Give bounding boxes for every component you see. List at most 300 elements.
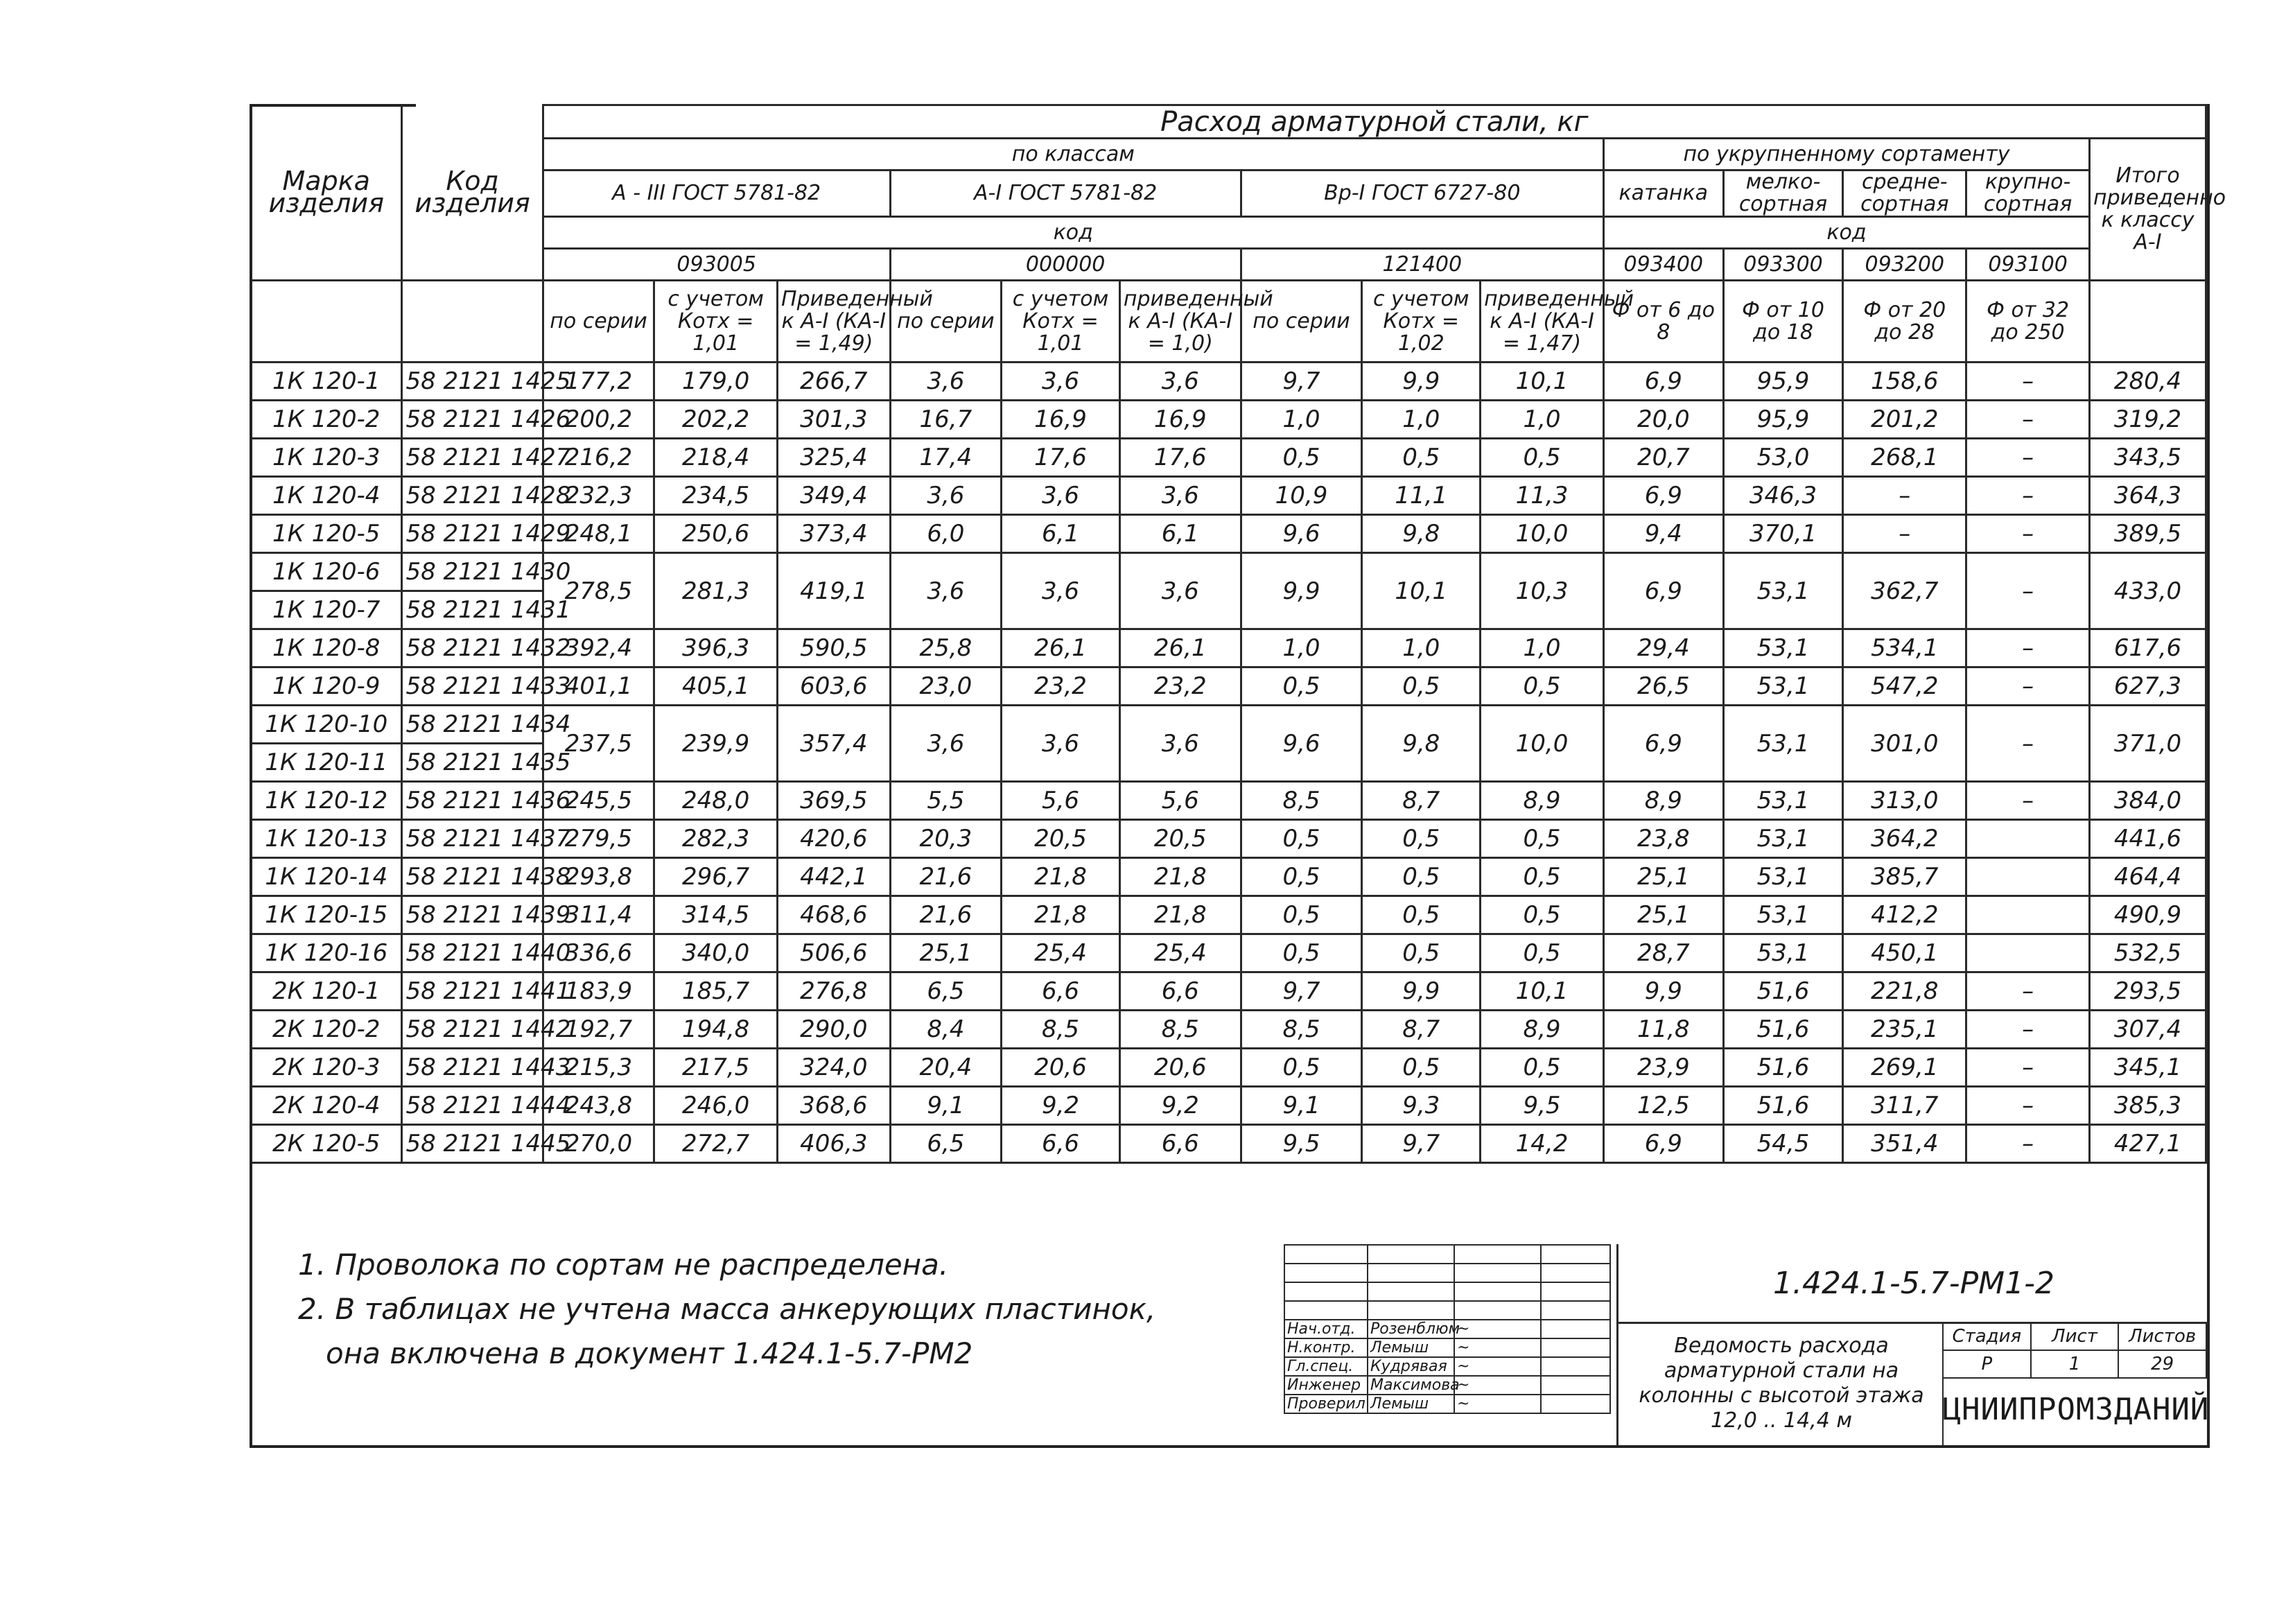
cell-value: 0,5	[1481, 934, 1604, 972]
cell-value: 20,3	[890, 820, 1002, 858]
cell-value: 6,1	[1002, 515, 1120, 553]
cell-value: 627,3	[2090, 667, 2206, 706]
cell-value: 243,8	[543, 1087, 654, 1125]
sig-blank	[1284, 1264, 1368, 1282]
cell-value: 246,0	[654, 1087, 778, 1125]
cell-value: 313,0	[1843, 782, 1966, 820]
cell-code: 58 2121 1430	[402, 553, 543, 591]
header-wire-rod: катанка	[1603, 171, 1723, 217]
cell-value: –	[1966, 629, 2090, 667]
cell-value: 266,7	[778, 363, 891, 401]
cell-value: 26,1	[1002, 629, 1120, 667]
cell-value: 468,6	[778, 896, 891, 934]
cell-value: 6,6	[1002, 972, 1120, 1011]
cell-value: 293,5	[2090, 972, 2206, 1011]
cell-value: 202,2	[654, 401, 778, 439]
header-d-mid: Ф от 20 до 28	[1843, 281, 1966, 363]
cell-value: 29,4	[1603, 629, 1723, 667]
cell-code: 58 2121 1429	[402, 515, 543, 553]
cell-value: 296,7	[654, 858, 778, 896]
signature-row	[1284, 1395, 1610, 1413]
header-code-small: 093300	[1723, 249, 1843, 281]
cell-value: 25,8	[890, 629, 1002, 667]
cell-value: 5,6	[1119, 782, 1241, 820]
cell-value: 385,7	[1843, 858, 1966, 896]
header-code-label-assortment: код	[1603, 217, 2089, 249]
cell-value: 14,2	[1481, 1125, 1604, 1163]
header-a3-series: по серии	[543, 281, 654, 363]
cell-value: 345,1	[2090, 1049, 2206, 1087]
cell-value: 10,1	[1481, 972, 1604, 1011]
signature-role: Гл.спец.	[1284, 1357, 1368, 1376]
cell-value: 547,2	[1843, 667, 1966, 706]
cell-code: 58 2121 1445	[402, 1125, 543, 1163]
signature-row	[1284, 1320, 1610, 1338]
cell-value: –	[1966, 553, 2090, 629]
cell-value: 21,6	[890, 896, 1002, 934]
cell-value: 0,5	[1481, 896, 1604, 934]
header-a3-coef: с учетом Котх = 1,01	[654, 281, 778, 363]
cell-value: 5,6	[1002, 782, 1120, 820]
cell-value: 385,3	[2090, 1087, 2206, 1125]
signature-row	[1284, 1338, 1610, 1357]
cell-value: 11,8	[1603, 1011, 1723, 1049]
cell-value: 8,5	[1119, 1011, 1241, 1049]
cell-value: 270,0	[543, 1125, 654, 1163]
header-class-a1: А-I ГОСТ 5781-82	[890, 171, 1241, 217]
cell-value: 216,2	[543, 439, 654, 477]
cell-value: –	[1843, 515, 1966, 553]
cell-value: 16,7	[890, 401, 1002, 439]
header-by-assortment: по укрупненному сортаменту	[1603, 139, 2089, 171]
cell-value: 239,9	[654, 706, 778, 782]
cell-value: 3,6	[890, 553, 1002, 629]
cell-value: 0,5	[1362, 896, 1481, 934]
cell-value: 9,7	[1241, 363, 1362, 401]
cell-value: 346,3	[1723, 477, 1843, 515]
cell-mark: 1К 120-14	[251, 858, 402, 896]
sig-blank	[1284, 1282, 1368, 1301]
cell-value: 9,9	[1241, 553, 1362, 629]
signature-table	[1284, 1244, 1611, 1414]
cell-value: 23,2	[1119, 667, 1241, 706]
cell-value: 406,3	[778, 1125, 891, 1163]
cell-value: 6,5	[890, 972, 1002, 1011]
cell-value: 12,5	[1603, 1087, 1723, 1125]
cell-value: 10,1	[1481, 363, 1604, 401]
cell-value: 21,8	[1002, 858, 1120, 896]
signature-mark: ~	[1454, 1357, 1541, 1376]
cell-value: 427,1	[2090, 1125, 2206, 1163]
cell-value: 8,7	[1362, 1011, 1481, 1049]
cell-value: 234,5	[654, 477, 778, 515]
cell-value: 6,9	[1603, 477, 1723, 515]
cell-value: 3,6	[1002, 363, 1120, 401]
cell-mark: 1К 120-15	[251, 896, 402, 934]
cell-value: 54,5	[1723, 1125, 1843, 1163]
sig-blank	[1284, 1301, 1368, 1320]
cell-value: –	[1966, 1011, 2090, 1049]
signature-mark: ~	[1454, 1395, 1541, 1413]
cell-value: 17,4	[890, 439, 1002, 477]
cell-value: 16,9	[1002, 401, 1120, 439]
sig-blank	[1541, 1301, 1610, 1320]
document-title-line: колонны с высотой этажа	[1639, 1383, 1924, 1408]
cell-code: 58 2121 1438	[402, 858, 543, 896]
cell-value: 301,0	[1843, 706, 1966, 782]
cell-value: 235,1	[1843, 1011, 1966, 1049]
cell-value: 603,6	[778, 667, 891, 706]
sig-blank	[1454, 1264, 1541, 1282]
cell-value: 20,5	[1119, 820, 1241, 858]
header-by-class: по классам	[543, 139, 1603, 171]
sheets-value: 29	[2118, 1350, 2206, 1378]
cell-value: 279,5	[543, 820, 654, 858]
header-d-small: Ф от 10 до 18	[1723, 281, 1843, 363]
cell-value: –	[1966, 515, 2090, 553]
cell-value: 368,6	[778, 1087, 891, 1125]
cell-value: 340,0	[654, 934, 778, 972]
cell-value: 21,8	[1119, 896, 1241, 934]
cell-value: 373,4	[778, 515, 891, 553]
cell-value: 369,5	[778, 782, 891, 820]
cell-mark: 1К 120-2	[251, 401, 402, 439]
cell-mark: 2К 120-1	[251, 972, 402, 1011]
sheets-label: Листов	[2118, 1322, 2206, 1350]
cell-value: 28,7	[1603, 934, 1723, 972]
signature-mark: ~	[1454, 1320, 1541, 1338]
signature-name: Максимова	[1368, 1376, 1454, 1395]
cell-value: 218,4	[654, 439, 778, 477]
cell-value: 194,8	[654, 1011, 778, 1049]
cell-value: 357,4	[778, 706, 891, 782]
cell-value: 0,5	[1362, 934, 1481, 972]
cell-value: 221,8	[1843, 972, 1966, 1011]
cell-value: 183,9	[543, 972, 654, 1011]
cell-value: 201,2	[1843, 401, 1966, 439]
cell-code: 58 2121 1433	[402, 667, 543, 706]
cell-value: 293,8	[543, 858, 654, 896]
header-vr-series: по серии	[1241, 281, 1362, 363]
header-small-section: мелко-сортная	[1723, 171, 1843, 217]
note-1: 1. Проволока по сортам не распределена.	[298, 1248, 949, 1282]
cell-value: 3,6	[1002, 706, 1120, 782]
cell-value: 9,7	[1241, 972, 1362, 1011]
cell-value: 9,3	[1362, 1087, 1481, 1125]
cell-value: 21,8	[1119, 858, 1241, 896]
cell-value: 1,0	[1241, 629, 1362, 667]
cell-value: 336,6	[543, 934, 654, 972]
col-header-code: Код изделия	[402, 105, 543, 281]
cell-mark: 1К 120-12	[251, 782, 402, 820]
cell-value: 9,5	[1241, 1125, 1362, 1163]
header-vr-coef: с учетом Котх = 1,02	[1362, 281, 1481, 363]
cell-value: 9,9	[1362, 363, 1481, 401]
sig-blank	[1541, 1245, 1610, 1264]
cell-mark: 1К 120-1	[251, 363, 402, 401]
cell-value: 20,6	[1119, 1049, 1241, 1087]
header-vr-reduced: приведенный к А-I (КА-I = 1,47)	[1481, 281, 1604, 363]
cell-mark: 1К 120-8	[251, 629, 402, 667]
cell-value: 53,0	[1723, 439, 1843, 477]
cell-value: –	[1966, 1087, 2090, 1125]
cell-value: 25,4	[1119, 934, 1241, 972]
cell-value: 21,8	[1002, 896, 1120, 934]
cell-value: 53,1	[1723, 934, 1843, 972]
header-a1-reduced: приведенный к А-I (КА-I = 1,0)	[1119, 281, 1241, 363]
header-large-section: крупно-сортная	[1966, 171, 2090, 217]
cell-value: –	[1966, 706, 2090, 782]
cell-value: 232,3	[543, 477, 654, 515]
cell-value: 0,5	[1241, 1049, 1362, 1087]
cell-value: 534,1	[1843, 629, 1966, 667]
cell-value: 1,0	[1241, 401, 1362, 439]
document-title	[1616, 1322, 1944, 1445]
cell-value: 0,5	[1241, 667, 1362, 706]
cell-value: 53,1	[1723, 629, 1843, 667]
cell-value: –	[1966, 401, 2090, 439]
cell-value: 8,9	[1481, 1011, 1604, 1049]
cell-value: 349,4	[778, 477, 891, 515]
cell-value: 311,7	[1843, 1087, 1966, 1125]
cell-value: 8,7	[1362, 782, 1481, 820]
cell-value: 11,3	[1481, 477, 1604, 515]
header-class-vr1: Вр-I ГОСТ 6727-80	[1241, 171, 1603, 217]
cell-value: 282,3	[654, 820, 778, 858]
signature-role: Проверил	[1284, 1395, 1368, 1413]
cell-value: –	[1966, 1049, 2090, 1087]
signature-mark: ~	[1454, 1338, 1541, 1357]
cell-value: 20,5	[1002, 820, 1120, 858]
cell-value: 53,1	[1723, 896, 1843, 934]
cell-value: –	[1966, 667, 2090, 706]
sheet-label: Лист	[2031, 1322, 2119, 1350]
header-code-vr1: 121400	[1241, 249, 1603, 281]
signature-name: Кудрявая	[1368, 1357, 1454, 1376]
cell-value: 9,6	[1241, 515, 1362, 553]
cell-value: 3,6	[1119, 477, 1241, 515]
col-header-total: Итого приведенно к классу А-I	[2090, 139, 2206, 281]
cell-value: 6,9	[1603, 363, 1723, 401]
cell-value: 10,3	[1481, 553, 1604, 629]
header-code-a1: 000000	[890, 249, 1241, 281]
sig-blank	[1368, 1282, 1454, 1301]
cell-value: 0,5	[1241, 858, 1362, 896]
cell-value: 269,1	[1843, 1049, 1966, 1087]
cell-value: 6,6	[1119, 972, 1241, 1011]
cell-value: 0,5	[1362, 820, 1481, 858]
cell-value: 3,6	[1002, 553, 1120, 629]
cell-value: 26,5	[1603, 667, 1723, 706]
stage-label: Стадия	[1943, 1322, 2031, 1350]
cell-value: 0,5	[1481, 439, 1604, 477]
cell-value: 272,7	[654, 1125, 778, 1163]
cell-value: 20,0	[1603, 401, 1723, 439]
signature-role: Инженер	[1284, 1376, 1368, 1395]
cell-value: 53,1	[1723, 782, 1843, 820]
cell-mark: 1К 120-7	[251, 591, 402, 629]
cell-value: 6,0	[890, 515, 1002, 553]
cell-value: 0,5	[1362, 667, 1481, 706]
cell-code: 58 2121 1426	[402, 401, 543, 439]
cell-value: 8,5	[1002, 1011, 1120, 1049]
cell-value: 9,9	[1603, 972, 1723, 1011]
cell-value: 53,1	[1723, 706, 1843, 782]
cell-value: 21,6	[890, 858, 1002, 896]
cell-value: 0,5	[1481, 858, 1604, 896]
cell-value: 9,4	[1603, 515, 1723, 553]
header-a1-coef: с учетом Котх = 1,01	[1002, 281, 1120, 363]
cell-value: –	[1966, 782, 2090, 820]
signature-date	[1541, 1320, 1610, 1338]
cell-code: 58 2121 1436	[402, 782, 543, 820]
cell-value: 506,6	[778, 934, 891, 972]
cell-value: 16,9	[1119, 401, 1241, 439]
cell-value: 53,1	[1723, 820, 1843, 858]
cell-value: 0,5	[1241, 820, 1362, 858]
title-block	[1284, 1244, 2210, 1445]
header-code-large: 093100	[1966, 249, 2090, 281]
sig-blank	[1454, 1301, 1541, 1320]
cell-code: 58 2121 1434	[402, 706, 543, 744]
document-title-line: арматурной стали на	[1664, 1359, 1899, 1383]
cell-mark: 1К 120-3	[251, 439, 402, 477]
cell-value: 412,2	[1843, 896, 1966, 934]
cell-value: 51,6	[1723, 1087, 1843, 1125]
cell-value: 192,7	[543, 1011, 654, 1049]
header-code-a3: 093005	[543, 249, 890, 281]
cell-value: 401,1	[543, 667, 654, 706]
signature-mark: ~	[1454, 1376, 1541, 1395]
cell-value: 20,6	[1002, 1049, 1120, 1087]
cell-value: 8,5	[1241, 1011, 1362, 1049]
sig-blank	[1368, 1301, 1454, 1320]
cell-value: 95,9	[1723, 363, 1843, 401]
cell-value: 9,2	[1002, 1087, 1120, 1125]
document-title-line: 12,0 .. 14,4 м	[1711, 1408, 1852, 1433]
cell-code: 58 2121 1440	[402, 934, 543, 972]
cell-value: 25,1	[890, 934, 1002, 972]
cell-value: 20,7	[1603, 439, 1723, 477]
cell-value: 364,3	[2090, 477, 2206, 515]
cell-value: 23,2	[1002, 667, 1120, 706]
cell-code: 58 2121 1428	[402, 477, 543, 515]
cell-code: 58 2121 1439	[402, 896, 543, 934]
notes	[298, 1248, 1268, 1381]
cell-value: 280,4	[2090, 363, 2206, 401]
cell-value: –	[1966, 439, 2090, 477]
header-code-mid: 093200	[1843, 249, 1966, 281]
cell-value: 0,5	[1362, 1049, 1481, 1087]
header-code-wire: 093400	[1603, 249, 1723, 281]
cell-value: 324,0	[778, 1049, 891, 1087]
cell-value: 6,1	[1119, 515, 1241, 553]
cell-value: 590,5	[778, 629, 891, 667]
cell-value: 314,5	[654, 896, 778, 934]
cell-value: 11,1	[1362, 477, 1481, 515]
cell-value: 179,0	[654, 363, 778, 401]
sig-blank	[1541, 1282, 1610, 1301]
cell-value: 617,6	[2090, 629, 2206, 667]
cell-code: 58 2121 1425	[402, 363, 543, 401]
sig-blank	[1541, 1264, 1610, 1282]
cell-value: 10,9	[1241, 477, 1362, 515]
cell-value: 420,6	[778, 820, 891, 858]
cell-value: 51,6	[1723, 1049, 1843, 1087]
col-header-mark: Марка изделия	[251, 105, 402, 281]
cell-value: 450,1	[1843, 934, 1966, 972]
cell-value: 3,6	[1002, 477, 1120, 515]
cell-value: 245,5	[543, 782, 654, 820]
cell-value: 217,5	[654, 1049, 778, 1087]
cell-value: 8,9	[1603, 782, 1723, 820]
cell-value: –	[1966, 972, 2090, 1011]
stage-table	[1942, 1322, 2207, 1379]
cell-value: 3,6	[890, 706, 1002, 782]
cell-value: 25,1	[1603, 858, 1723, 896]
cell-value: 0,5	[1362, 439, 1481, 477]
cell-value: 325,4	[778, 439, 891, 477]
cell-value: 370,1	[1723, 515, 1843, 553]
cell-value: 433,0	[2090, 553, 2206, 629]
cell-value: 9,5	[1481, 1087, 1604, 1125]
signature-date	[1541, 1338, 1610, 1357]
cell-code: 58 2121 1443	[402, 1049, 543, 1087]
signature-role: Нач.отд.	[1284, 1320, 1368, 1338]
cell-value: 0,5	[1241, 896, 1362, 934]
cell-value: 343,5	[2090, 439, 2206, 477]
cell-value: 311,4	[543, 896, 654, 934]
cell-value: 278,5	[543, 553, 654, 629]
cell-value: 158,6	[1843, 363, 1966, 401]
cell-value: 20,4	[890, 1049, 1002, 1087]
cell-code: 58 2121 1437	[402, 820, 543, 858]
cell-mark: 1К 120-13	[251, 820, 402, 858]
cell-value: 371,0	[2090, 706, 2206, 782]
cell-mark: 2К 120-4	[251, 1087, 402, 1125]
sig-blank	[1368, 1264, 1454, 1282]
cell-value: 268,1	[1843, 439, 1966, 477]
cell-value: 25,1	[1603, 896, 1723, 934]
cell-value: 25,4	[1002, 934, 1120, 972]
cell-value: 290,0	[778, 1011, 891, 1049]
cell-value: 319,2	[2090, 401, 2206, 439]
cell-value: –	[1966, 477, 2090, 515]
cell-value: 6,9	[1603, 706, 1723, 782]
cell-value: 3,6	[1119, 553, 1241, 629]
note-3: она включена в документ 1.424.1-5.7-РМ2	[326, 1336, 973, 1370]
cell-value: 0,5	[1241, 439, 1362, 477]
cell-value: 0,5	[1481, 1049, 1604, 1087]
cell-value: 0,5	[1481, 667, 1604, 706]
signature-date	[1541, 1395, 1610, 1413]
cell-value: 53,1	[1723, 858, 1843, 896]
cell-value: 362,7	[1843, 553, 1966, 629]
cell-value: –	[1966, 1125, 2090, 1163]
cell-mark: 1К 120-4	[251, 477, 402, 515]
cell-value: 6,9	[1603, 553, 1723, 629]
cell-value: 364,2	[1843, 820, 1966, 858]
signature-name: Лемыш	[1368, 1395, 1454, 1413]
cell-value: 405,1	[654, 667, 778, 706]
header-d-wire: Ф от 6 до 8	[1603, 281, 1723, 363]
cell-value: 9,9	[1362, 972, 1481, 1011]
cell-value: 276,8	[778, 972, 891, 1011]
cell-value: 1,0	[1362, 401, 1481, 439]
cell-value: 26,1	[1119, 629, 1241, 667]
cell-value: 250,6	[654, 515, 778, 553]
cell-value: 1,0	[1481, 401, 1604, 439]
